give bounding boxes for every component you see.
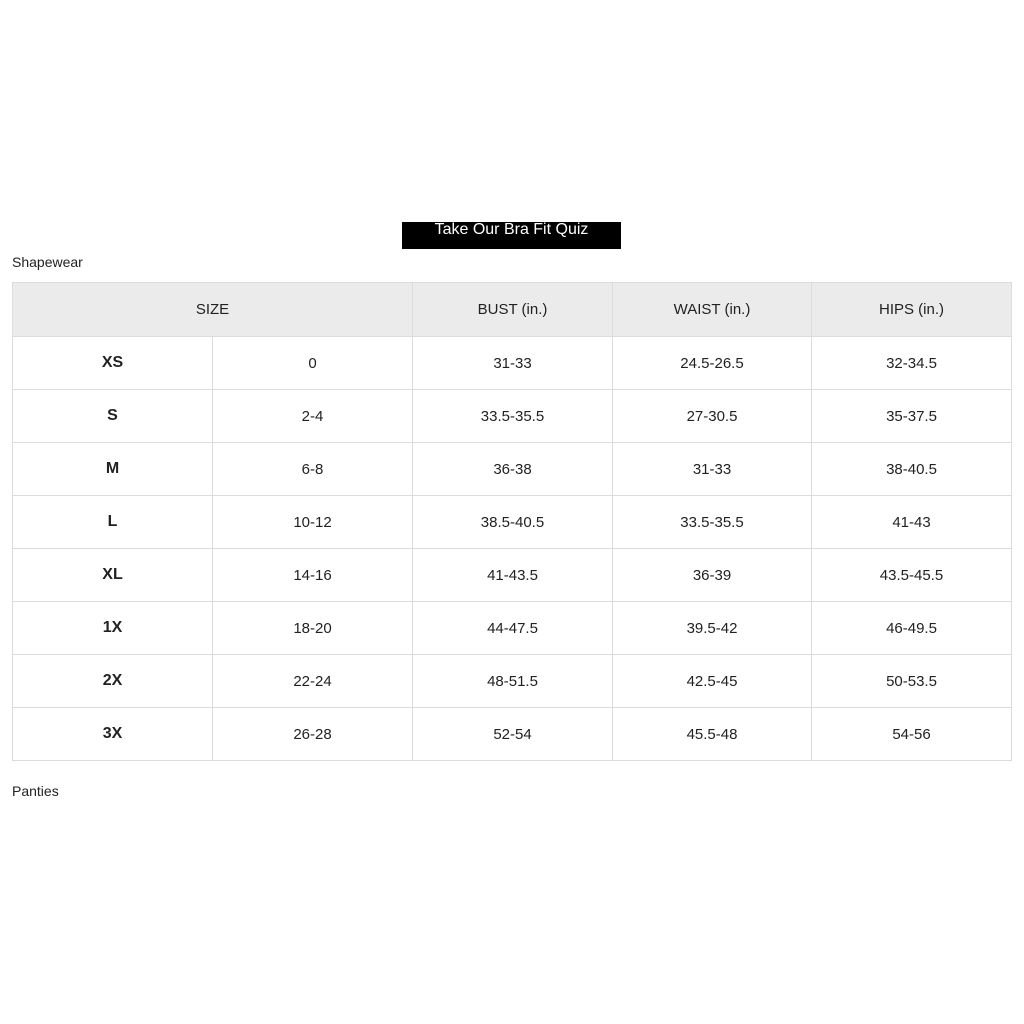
numeric-size-cell: 18-20	[213, 602, 413, 655]
waist-cell: 39.5-42	[613, 602, 812, 655]
hips-cell: 35-37.5	[812, 390, 1012, 443]
numeric-size-cell: 22-24	[213, 655, 413, 708]
bust-cell: 41-43.5	[413, 549, 613, 602]
table-row	[13, 496, 1012, 549]
hips-cell: 38-40.5	[812, 443, 1012, 496]
hips-cell: 43.5-45.5	[812, 549, 1012, 602]
waist-cell: 45.5-48	[613, 708, 812, 761]
numeric-size-cell: 0	[213, 337, 413, 390]
bra-fit-quiz-label: Take Our Bra Fit Quiz	[434, 221, 589, 238]
size-code-cell: L	[13, 496, 213, 549]
waist-cell: 27-30.5	[613, 390, 812, 443]
table-header-row	[13, 283, 1012, 337]
size-code-cell: 3X	[13, 708, 213, 761]
numeric-size-cell: 6-8	[213, 443, 413, 496]
bra-fit-quiz-button[interactable]	[402, 222, 621, 249]
waist-cell: 42.5-45	[613, 655, 812, 708]
waist-cell: 24.5-26.5	[613, 337, 812, 390]
size-code-cell: XL	[13, 549, 213, 602]
shapewear-heading: Shapewear	[12, 254, 83, 270]
hips-cell: 32-34.5	[812, 337, 1012, 390]
bust-cell: 52-54	[413, 708, 613, 761]
bust-cell: 33.5-35.5	[413, 390, 613, 443]
hips-cell: 41-43	[812, 496, 1012, 549]
header-hips: HIPS (in.)	[812, 283, 1012, 337]
bust-cell: 48-51.5	[413, 655, 613, 708]
numeric-size-cell: 14-16	[213, 549, 413, 602]
waist-cell: 33.5-35.5	[613, 496, 812, 549]
bust-cell: 38.5-40.5	[413, 496, 613, 549]
waist-cell: 36-39	[613, 549, 812, 602]
numeric-size-cell: 26-28	[213, 708, 413, 761]
header-waist: WAIST (in.)	[613, 283, 812, 337]
table-row	[13, 443, 1012, 496]
size-code-cell: 2X	[13, 655, 213, 708]
bust-cell: 31-33	[413, 337, 613, 390]
panties-heading: Panties	[12, 783, 59, 799]
numeric-size-cell: 10-12	[213, 496, 413, 549]
header-bust: BUST (in.)	[413, 283, 613, 337]
size-code-cell: M	[13, 443, 213, 496]
size-code-cell: 1X	[13, 602, 213, 655]
size-code-cell: S	[13, 390, 213, 443]
table-row	[13, 549, 1012, 602]
numeric-size-cell: 2-4	[213, 390, 413, 443]
table-row	[13, 708, 1012, 761]
waist-cell: 31-33	[613, 443, 812, 496]
table-row	[13, 655, 1012, 708]
hips-cell: 50-53.5	[812, 655, 1012, 708]
table-row	[13, 337, 1012, 390]
hips-cell: 46-49.5	[812, 602, 1012, 655]
size-code-cell: XS	[13, 337, 213, 390]
table-row	[13, 602, 1012, 655]
shapewear-size-table	[12, 282, 1012, 761]
bust-cell: 36-38	[413, 443, 613, 496]
bust-cell: 44-47.5	[413, 602, 613, 655]
hips-cell: 54-56	[812, 708, 1012, 761]
header-size: SIZE	[13, 283, 413, 337]
table-row	[13, 390, 1012, 443]
